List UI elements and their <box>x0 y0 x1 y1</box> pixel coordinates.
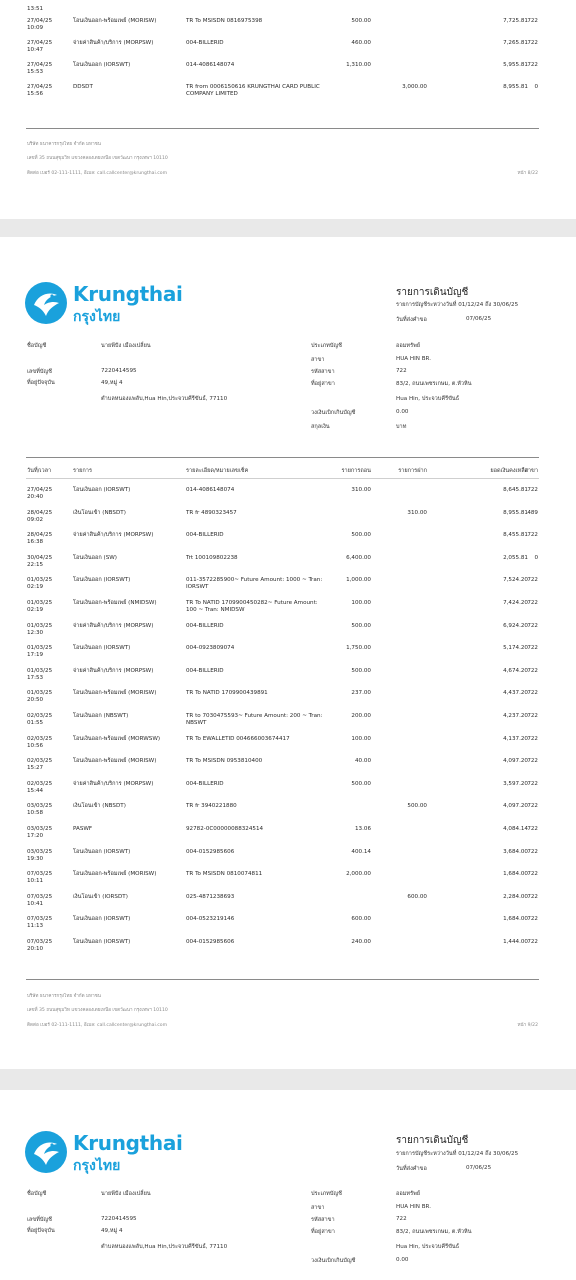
info-label: ประเภทบัญชี <box>311 343 342 349</box>
cell-details: 92782-0C00000088324514 <box>186 826 264 832</box>
cell-date: 07/03/25 <box>27 893 53 900</box>
cell-date: 01/03/25 <box>27 622 53 629</box>
cell-date: 27/04/25 <box>27 487 53 493</box>
cell-withdraw: 310.00 <box>351 487 371 493</box>
cell-type: จ่ายค่าสินค้า/บริการ (MORPSW) <box>73 622 154 629</box>
footer-company: บริษัท ธนาคารกรุงไทย จำกัด มหาชน <box>27 142 101 147</box>
page-number: หน้า 8/22 <box>517 171 538 176</box>
info-label: รหัสสาขา <box>311 369 335 375</box>
info-label: วงเงินเบิกเกินบัญชี <box>311 1258 356 1264</box>
cell-branch: 722 <box>527 40 538 46</box>
statement-title: รายการเดินบัญชี <box>396 287 469 298</box>
cell-balance: 8,455.81 <box>503 532 528 539</box>
cell-branch: 722 <box>527 690 538 697</box>
statement-page-9 <box>0 237 576 1069</box>
cell-time: 20:40 <box>27 494 44 500</box>
info-value: ตำบลหนองแพลับ,Hua Hin,ประจวบคีรีขันธ์, 77110 <box>101 1244 228 1250</box>
cell-details: TR fr 3940221880 <box>186 803 237 810</box>
cell-branch: 722 <box>527 871 538 878</box>
cell-type: โอนเงินออก (IORSWT) <box>73 848 131 855</box>
footer-contact: ติดต่อ เบอร์ 02-111-1111, อีเมล: call.callcenter@krungthai.com <box>27 1023 168 1028</box>
cell-branch: 722 <box>527 735 538 742</box>
cell-type: โอนเงินออก-พร้อมเพย์ (MORISW) <box>73 690 157 697</box>
cell-time: 17:19 <box>27 652 44 659</box>
cell-branch: 722 <box>527 577 538 584</box>
cell-time: 19:30 <box>27 855 44 862</box>
cell-withdraw: 2,000.00 <box>346 871 371 878</box>
info-label: ชื่อบัญชี <box>27 343 47 349</box>
cell-type: จ่ายค่าสินค้า/บริการ (MORPSW) <box>73 532 154 539</box>
logo-text-th: กรุงไทย <box>73 309 121 325</box>
cell-time: 20:10 <box>27 946 44 952</box>
cell-details: 004-BILLERID <box>186 532 224 539</box>
cell-branch: 0 <box>534 84 538 90</box>
cell-details: TR To MSISDN 0953810400 <box>186 758 263 765</box>
cell-date: 30/04/25 <box>27 554 53 561</box>
cell-branch: 722 <box>527 600 538 606</box>
cell-date: 02/03/25 <box>27 735 53 742</box>
info-label: รหัสสาขา <box>311 1217 335 1223</box>
cell-time: 10:41 <box>27 900 44 907</box>
cell-balance: 4,097.20 <box>503 758 528 765</box>
issue-date: 07/06/25 <box>466 316 492 322</box>
footer-company: บริษัท ธนาคารกรุงไทย จำกัด มหาชน <box>27 994 101 999</box>
cell-branch: 722 <box>527 939 538 945</box>
cell-balance: 8,955.81 <box>503 84 528 90</box>
cell-balance: 5,955.81 <box>503 62 528 68</box>
footer-address: เลขที่ 35 ถนนสุขุมวิท แขวงคลองเตยเหนือ เขตวัฒนา กรุงเทพฯ 10110 <box>27 1008 168 1013</box>
info-label: ที่อยู่ปัจจุบัน <box>27 1228 55 1234</box>
cell-balance: 1,444.00 <box>503 939 528 945</box>
cell-date: 07/03/25 <box>27 939 53 945</box>
cell-date: 01/03/25 <box>27 645 53 652</box>
info-value: ออมทรัพย์ <box>396 343 421 349</box>
col-balance: ยอดเงินคงเหลือ <box>490 468 528 474</box>
cell-withdraw: 240.00 <box>351 939 371 945</box>
cell-balance: 8,955.81 <box>503 509 528 516</box>
info-label: สาขา <box>311 1205 325 1211</box>
logo-text-th: กรุงไทย <box>73 1158 121 1174</box>
cell-type: จ่ายค่าสินค้า/บริการ (MORPSW) <box>73 667 154 674</box>
info-label: สาขา <box>311 357 325 363</box>
cell-deposit: 600.00 <box>407 893 427 900</box>
cell-branch: 722 <box>527 780 538 787</box>
cell-details: TR To NATID 1709900450282~ Future Amount: 100 ~ Tran: NMIDSW <box>186 600 318 613</box>
cell-details: 004-BILLERID <box>186 667 224 674</box>
info-label: เลขที่บัญชี <box>27 369 52 375</box>
cell-type: โอนเงินออก-พร้อมเพย์ (NMIDSW) <box>73 600 157 606</box>
cell-withdraw: 1,310.00 <box>346 62 371 68</box>
cell-balance: 4,437.20 <box>503 690 528 697</box>
cell-branch: 722 <box>527 826 538 832</box>
info-value: บาท <box>396 424 407 430</box>
cell-withdraw: 6,400.00 <box>346 554 371 561</box>
cell-balance: 8,645.81 <box>503 487 528 493</box>
info-value: Hua Hin, ประจวบคีรีขันธ์ <box>396 1244 460 1250</box>
cell-type: จ่ายค่าสินค้า/บริการ (MORPSW) <box>73 40 154 46</box>
cell-type: โอนเงินออก (IORSWT) <box>73 577 131 584</box>
krungthai-logo <box>24 281 183 325</box>
cell-withdraw: 100.00 <box>351 735 371 742</box>
krungthai-logo <box>24 1130 183 1174</box>
cell-details: 004-0152985606 <box>186 848 235 855</box>
cell-balance: 4,137.20 <box>503 735 528 742</box>
cell-date: 07/03/25 <box>27 871 53 878</box>
info-value: ออมทรัพย์ <box>396 1191 421 1197</box>
cell-type: เงินโอนเข้า (IORSDT) <box>73 893 128 900</box>
statement-period: รายการบัญชีระหว่างวันที่ 01/12/24 ถึง 30/06/25 <box>396 1151 519 1157</box>
cell-balance: 1,684.00 <box>503 916 528 923</box>
cell-time: 09:02 <box>27 516 44 523</box>
col-branch: สาขา <box>524 468 538 474</box>
cell-details: 011-3572285900~ Future Amount: 1000 ~ Tran: IORSWT <box>186 577 323 591</box>
cell-balance: 4,237.20 <box>503 713 528 719</box>
cell-balance: 3,597.20 <box>503 780 528 787</box>
cell-date: 02/03/25 <box>27 758 53 765</box>
cell-withdraw: 460.00 <box>351 40 371 46</box>
cell-time: 17:20 <box>27 833 44 839</box>
cell-details: 004-BILLERID <box>186 780 224 787</box>
cell-type: จ่ายค่าสินค้า/บริการ (MORPSW) <box>73 780 154 787</box>
cell-branch: 722 <box>527 667 538 674</box>
statement-page-10 <box>0 1090 576 1280</box>
cell-branch: 0 <box>534 554 538 561</box>
cell-withdraw: 13.06 <box>354 826 371 832</box>
info-label: เลขที่บัญชี <box>27 1217 52 1223</box>
cell-balance: 7,265.81 <box>503 40 528 46</box>
cell-date: 27/04/25 <box>27 84 53 90</box>
cell-deposit: 500.00 <box>407 803 427 810</box>
info-value: นายพีปัง เมืองเปลี่ยน <box>101 1191 151 1197</box>
cell-time: 02:19 <box>27 584 44 591</box>
cell-type: โอนเงินออก-พร้อมเพย์ (MORISW) <box>73 18 157 24</box>
cell-details: TR to 7030475593~ Future Amount: 200 ~ Tran: NBSWT <box>186 713 323 726</box>
cell-time: 17:53 <box>27 674 44 681</box>
info-value: ตำบลหนองแพลับ,Hua Hin,ประจวบคีรีขันธ์, 77110 <box>101 396 228 402</box>
statement-period: รายการบัญชีระหว่างวันที่ 01/12/24 ถึง 30/06/25 <box>396 302 519 308</box>
cell-date: 02/03/25 <box>27 780 53 787</box>
cell-withdraw: 500.00 <box>351 532 371 539</box>
footer-contact: ติดต่อ เบอร์ 02-111-1111, อีเมล: call.callcenter@krungthai.com <box>27 171 168 176</box>
krungthai-bird-icon <box>24 1130 68 1174</box>
issue-label: วันที่ส่งคำขอ <box>396 1166 427 1172</box>
cell-date: 03/03/25 <box>27 803 53 810</box>
cell-branch: 722 <box>527 487 538 493</box>
cell-balance: 7,524.20 <box>503 577 528 584</box>
krungthai-bird-icon <box>24 281 68 325</box>
logo-text-en: Krungthai <box>73 1131 183 1155</box>
cell-details: TR To NATID 1709900439891 <box>186 690 268 697</box>
info-label: ที่อยู่สาขา <box>311 1229 335 1235</box>
cell-type: โอนเงินออก (IORSWT) <box>73 645 131 652</box>
cell-branch: 722 <box>527 848 538 855</box>
cell-date: 27/04/25 <box>27 62 53 68</box>
info-label: ที่อยู่ปัจจุบัน <box>27 380 55 386</box>
cell-date: 07/03/25 <box>27 916 53 923</box>
cell-branch: 489 <box>527 509 538 516</box>
issue-label: วันที่ส่งคำขอ <box>396 317 427 323</box>
col-withdraw: รายการถอน <box>341 468 371 474</box>
info-value: 722 <box>396 368 407 374</box>
statement-title: รายการเดินบัญชี <box>396 1135 469 1146</box>
cell-date: 03/03/25 <box>27 826 53 832</box>
cell-time: 15:27 <box>27 765 44 772</box>
cell-time: 01:55 <box>27 720 44 726</box>
cell-branch: 722 <box>527 645 538 652</box>
cell-date: 01/03/25 <box>27 667 53 674</box>
cell-date: 27/04/25 <box>27 40 53 46</box>
cell-type: โอนเงินออก-พร้อมเพย์ (MORISW) <box>73 871 157 878</box>
footer-divider <box>26 979 539 980</box>
cell-time: 16:38 <box>27 539 44 546</box>
cell-type: โอนเงินออก-พร้อมเพย์ (MORISW) <box>73 758 157 765</box>
cell-details: 014-4086148074 <box>186 487 235 493</box>
cell-branch: 722 <box>527 18 538 24</box>
info-label: สกุลเงิน <box>311 424 330 430</box>
cell-date: 28/04/25 <box>27 509 53 516</box>
info-value: Hua Hin, ประจวบคีรีขันธ์ <box>396 396 460 402</box>
cell-details: Trt 100109802238 <box>186 554 238 561</box>
cell-deposit: 310.00 <box>407 509 427 516</box>
cell-withdraw: 1,750.00 <box>346 645 371 652</box>
info-value: 49,หมู่ 4 <box>101 380 123 386</box>
col-details: รายละเอียด/หมายเลขเช็ค <box>186 468 249 474</box>
cell-type: เงินโอนเข้า (NBSDT) <box>73 803 126 810</box>
info-value: 0.00 <box>396 1257 409 1263</box>
cell-withdraw: 100.00 <box>351 600 371 606</box>
cell-date: 28/04/25 <box>27 532 53 539</box>
cell-branch: 722 <box>527 758 538 765</box>
table-header-top-line <box>26 457 539 458</box>
cell-balance: 7,424.20 <box>503 600 528 606</box>
cell-details: 014-4086148074 <box>186 62 235 68</box>
cell-time: 15:56 <box>27 91 44 97</box>
cell-balance: 4,097.20 <box>503 803 528 810</box>
cell-details: TR To EWALLETID 004666003674417 <box>186 735 290 742</box>
cell-type: โอนเงินออก (IORSWT) <box>73 487 131 493</box>
cell-withdraw: 600.00 <box>351 916 371 923</box>
cell-branch: 722 <box>527 532 538 539</box>
info-value: HUA HIN BR. <box>396 1204 432 1210</box>
cell-time: 20:50 <box>27 697 44 704</box>
info-label: ชื่อบัญชี <box>27 1191 47 1197</box>
cell-details: TR To MSISDN 0810074811 <box>186 871 263 878</box>
cell-withdraw: 200.00 <box>351 713 371 719</box>
page-number: หน้า 9/22 <box>517 1023 538 1028</box>
cell-date: 01/03/25 <box>27 600 53 606</box>
cell-details: 004-BILLERID <box>186 622 224 629</box>
info-value: นายพีปัง เมืองเปลี่ยน <box>101 343 151 349</box>
cell-balance: 5,174.20 <box>503 645 528 652</box>
footer-address: เลขที่ 35 ถนนสุขุมวิท แขวงคลองเตยเหนือ เขตวัฒนา กรุงเทพฯ 10110 <box>27 156 168 161</box>
cell-date: 03/03/25 <box>27 848 53 855</box>
cell-branch: 722 <box>527 62 538 68</box>
cell-branch: 722 <box>527 916 538 923</box>
cell-type: โอนเงินออก-พร้อมเพย์ (MORWSW) <box>73 735 161 742</box>
cell-details: 004-0523219146 <box>186 916 235 923</box>
cell-balance: 7,725.81 <box>503 18 528 24</box>
info-value: 722 <box>396 1216 407 1222</box>
cell-time: 15:44 <box>27 787 44 794</box>
info-value: 7220414595 <box>101 1216 137 1222</box>
info-value: 49,หมู่ 4 <box>101 1228 123 1234</box>
cell-details: 004-BILLERID <box>186 40 224 46</box>
cell-details: 025-4871238693 <box>186 893 235 900</box>
cell-balance: 4,084.14 <box>503 826 528 832</box>
cell-branch: 722 <box>527 622 538 629</box>
cell-balance: 2,055.81 <box>503 554 528 561</box>
cell-details: 004-0152985606 <box>186 939 235 945</box>
cell-date: 01/03/25 <box>27 690 53 697</box>
cell-withdraw: 400.14 <box>351 848 371 855</box>
cell-type: DDSDT <box>73 84 93 90</box>
info-value: HUA HIN BR. <box>396 356 432 362</box>
logo-text-en: Krungthai <box>73 282 183 306</box>
info-value: 7220414595 <box>101 368 137 374</box>
cell-branch: 722 <box>527 713 538 719</box>
cell-type: PASWF <box>73 826 93 832</box>
cell-balance: 6,924.20 <box>503 622 528 629</box>
table-header-bottom-line <box>26 478 539 479</box>
cell-time: 10:09 <box>27 25 44 31</box>
info-value: 83/2, ถนนเพชรเกษม, ต.หัวหิน <box>396 381 472 387</box>
cell-type: โอนเงินออก (NBSWT) <box>73 713 129 719</box>
cell-date: 01/03/25 <box>27 577 53 584</box>
cell-details: TR To MSISDN 0816975398 <box>186 18 263 24</box>
footer-divider <box>26 128 539 129</box>
col-deposit: รายการฝาก <box>398 468 427 474</box>
issue-date: 07/06/25 <box>466 1165 492 1171</box>
info-label: วงเงินเบิกเกินบัญชี <box>311 410 356 416</box>
cell-time: 12:30 <box>27 629 44 636</box>
cell-balance: 1,684.00 <box>503 871 528 878</box>
statement-page-8 <box>0 0 576 219</box>
cell-type: โอนเงินออก (IORSWT) <box>73 62 131 68</box>
cell-details: 004-0923809074 <box>186 645 235 652</box>
cell-type: โอนเงินออก (IORSWT) <box>73 939 131 945</box>
cell-time: 02:19 <box>27 607 44 613</box>
cell-branch: 722 <box>527 893 538 900</box>
col-type: รายการ <box>73 468 92 474</box>
cell-type: โอนเงินออก (SW) <box>73 554 117 561</box>
cell-time: 22:15 <box>27 561 44 568</box>
cell-withdraw: 500.00 <box>351 622 371 629</box>
cell-balance: 4,674.20 <box>503 667 528 674</box>
cell-date: 27/04/25 <box>27 18 53 24</box>
cell-branch: 722 <box>527 803 538 810</box>
cell-time: 10:47 <box>27 47 44 53</box>
info-label: ประเภทบัญชี <box>311 1191 342 1197</box>
cell-time: 11:13 <box>27 923 44 930</box>
cell-withdraw: 237.00 <box>351 690 371 697</box>
cell-balance: 3,684.00 <box>503 848 528 855</box>
cell-withdraw: 500.00 <box>351 18 371 24</box>
cell-time: 10:58 <box>27 810 44 817</box>
cell-type: โอนเงินออก (IORSWT) <box>73 916 131 923</box>
cell-balance: 2,284.00 <box>503 893 528 900</box>
info-value: 83/2, ถนนเพชรเกษม, ต.หัวหิน <box>396 1229 472 1235</box>
info-label: ที่อยู่สาขา <box>311 381 335 387</box>
cell-withdraw: 500.00 <box>351 780 371 787</box>
cell-date: 02/03/25 <box>27 713 53 719</box>
cell-date: 13:51 <box>27 6 44 12</box>
info-value: 0.00 <box>396 409 409 415</box>
cell-deposit: 3,000.00 <box>402 84 427 90</box>
cell-withdraw: 40.00 <box>354 758 371 765</box>
cell-time: 10:11 <box>27 878 44 885</box>
col-date: วันที่/เวลา <box>27 468 52 474</box>
cell-withdraw: 500.00 <box>351 667 371 674</box>
cell-withdraw: 1,000.00 <box>346 577 371 584</box>
cell-time: 15:53 <box>27 69 44 75</box>
cell-details: TR from 0006150616 KRUNGTHAI CARD PUBLIC COMPANY LIMITED <box>186 84 320 97</box>
cell-details: TR fr 4890323457 <box>186 509 237 516</box>
cell-time: 10:56 <box>27 742 44 749</box>
cell-type: เงินโอนเข้า (NBSDT) <box>73 509 126 516</box>
